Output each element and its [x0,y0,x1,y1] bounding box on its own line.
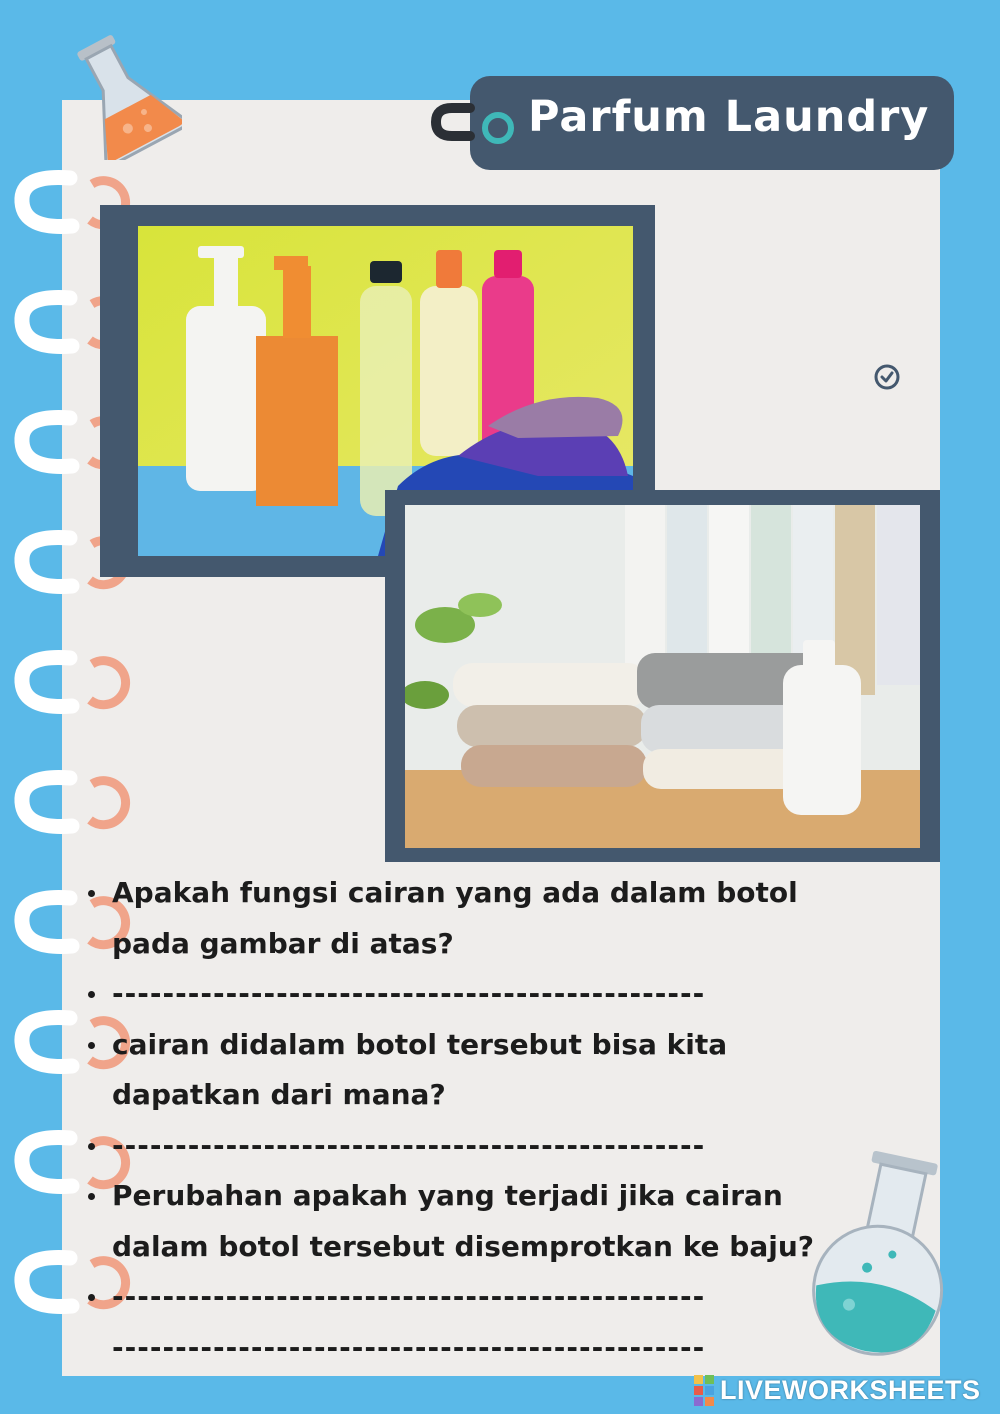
answer-1-field[interactable]: ----------------------------------------------- [88,969,938,1020]
spiral-ring [22,778,72,827]
answer-2-field[interactable]: ----------------------------------------------- [88,1121,938,1172]
answer-3-field-cont[interactable]: ----------------------------------------------- [112,1330,706,1364]
answer-3-field[interactable]: ----------------------------------------------- [88,1272,938,1323]
spiral-ring [22,418,72,467]
logo-blocks-icon [694,1375,714,1406]
logo-text: LIVEWORKSHEETS [720,1374,981,1405]
spiral-ring [22,1138,72,1187]
flask-blue-icon [800,1150,960,1360]
spiral-ring [22,1258,72,1307]
spiral-ring-back [90,781,126,825]
question-3-text: Perubahan apakah yang terjadi jika cairan [88,1171,938,1222]
question-2-text: cairan didalam botol tersebut bisa kita [88,1020,938,1071]
spiral-ring [22,178,72,227]
paperclip-icon [430,96,520,156]
spiral-ring-back [90,661,126,705]
question-1-text: Apakah fungsi cairan yang ada dalam botol [88,868,938,919]
folded-towels-photo [405,505,920,848]
spiral-ring [22,298,72,347]
question-2-text-cont: dapatkan dari mana? [112,1078,446,1111]
question-3-text-cont: dalam botol tersebut disemprotkan ke baju? [112,1229,815,1263]
page-title: Parfum Laundry [528,92,930,142]
flask-orange-icon [72,30,182,160]
spiral-ring [22,1018,72,1067]
question-1-text-cont: pada gambar di atas? [112,926,454,960]
check-circle-icon[interactable] [873,363,901,391]
liveworksheets-logo[interactable] [694,1372,981,1408]
spiral-ring [22,658,72,707]
spiral-ring [22,898,72,947]
spiral-ring [22,538,72,587]
